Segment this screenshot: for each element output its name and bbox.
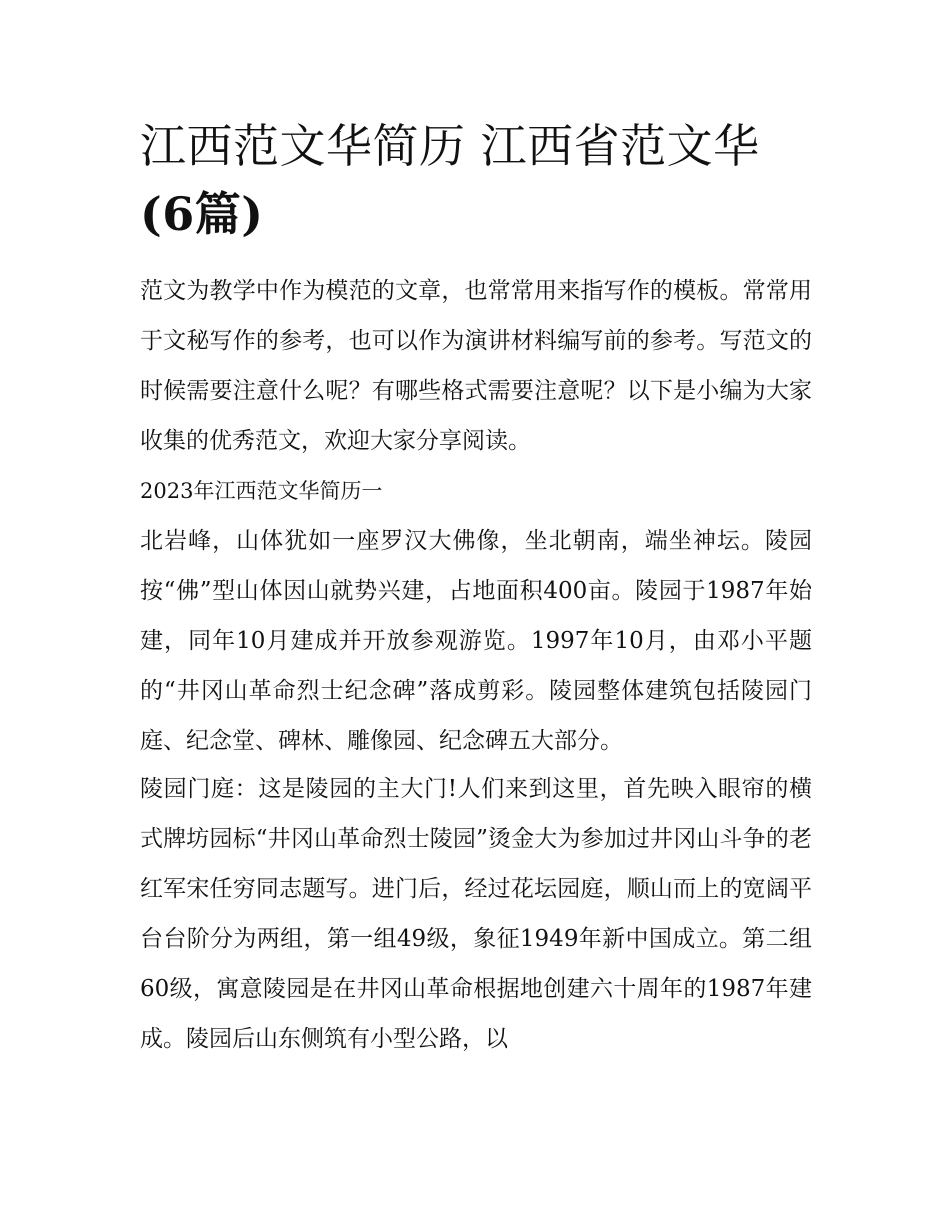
intro-paragraph: 范文为教学中作为模范的文章，也常常用来指写作的模板。常常用于文秘写作的参考，也可以作为演讲材料编写前的参考。写范文的时候需要注意什么呢？有哪些格式需要注意呢？以下是小编为大家收集的优秀范文，欢迎大家分享阅读。 [140, 278, 812, 454]
section-heading: 2023年江西范文华简历一 [140, 479, 383, 503]
body-paragraph-1: 北岩峰，山体犹如一座罗汉大佛像，坐北朝南，端坐神坛。陵园按“佛”型山体因山就势兴建，占地面积400亩。陵园于1987年始建，同年10月建成并开放参观游览。1997年10月，由邓小平题的“井冈山革命烈士纪念碑”落成剪彩。陵园整体建筑包括陵园门庭、纪念堂、碑林、雕像园、纪念碑五大部分。 [140, 528, 812, 754]
document-title [140, 112, 812, 248]
title-count: (6篇) [140, 187, 264, 241]
body-paragraph-2: 陵园门庭：这是陵园的主大门!人们来到这里，首先映入眼帘的横式牌坊园标“井冈山革命烈士陵园”烫金大为参加过井冈山斗争的老红军宋任穷同志题写。进门后，经过花坛园庭，顺山而上的宽阔平台台阶分为两组，第一组49级，象征1949年新中国成立。第二组60级，寓意陵园是在井冈山革命根据地创建六十周年的1987年建成。陵园后山东侧筑有小型公路，以 [140, 776, 812, 1052]
document-body [140, 266, 812, 1064]
document-page [140, 112, 812, 1064]
title-main: 江西范文华简历 江西省范文华 [140, 119, 760, 173]
